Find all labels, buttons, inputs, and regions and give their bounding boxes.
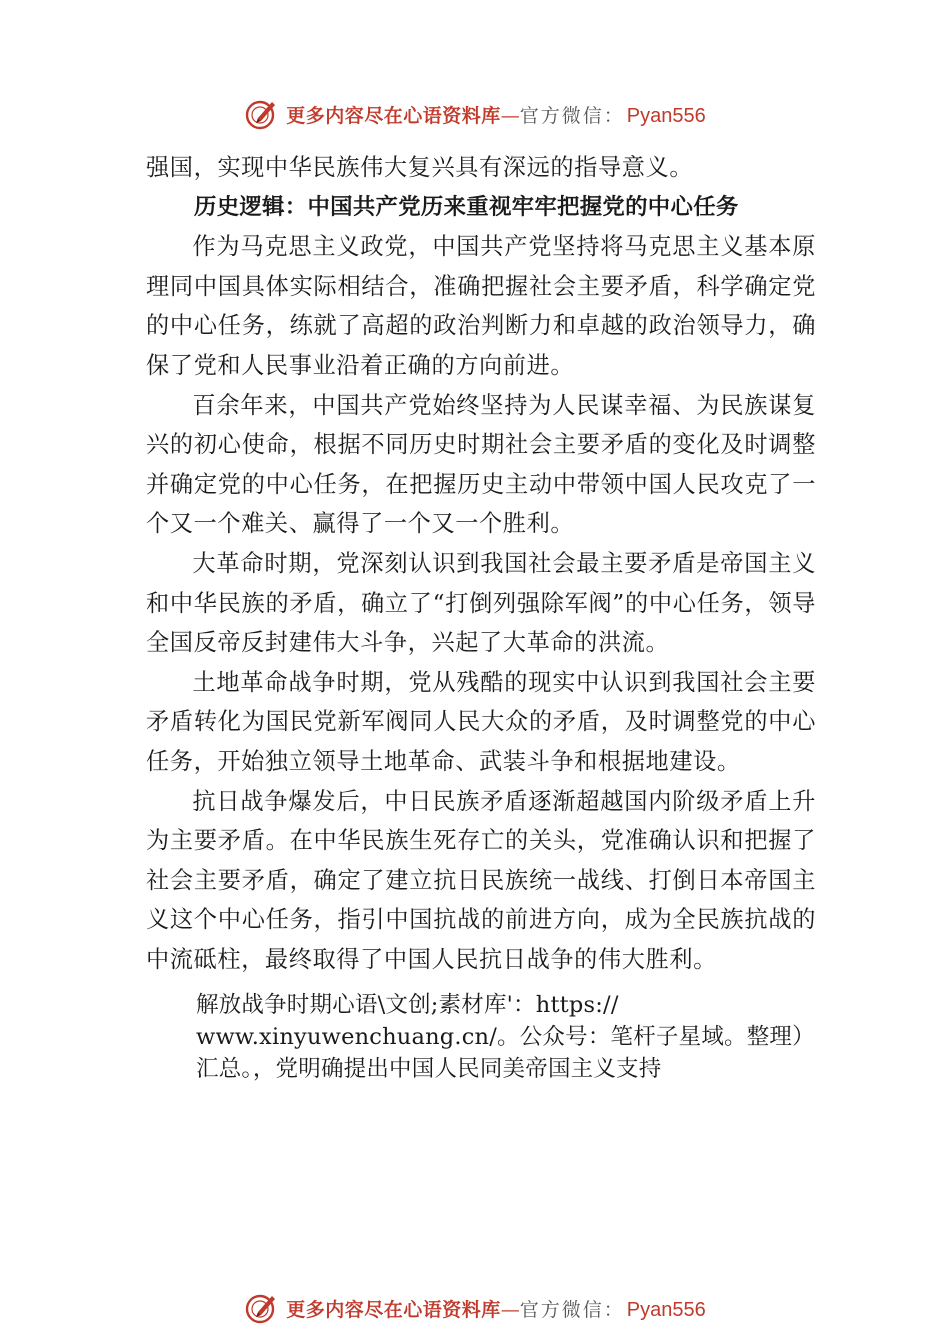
banner-text [286, 1295, 706, 1322]
watermark-text-block [146, 989, 816, 1085]
watermark-line-1: 解放战争时期心语\文创;素材库'：https:// [196, 992, 619, 1019]
banner-text [286, 101, 706, 128]
watermark-line-2: www.xinyuwenchuang.cn/。公众号：笔杆子星域。整理） [196, 1024, 815, 1051]
pen-logo-icon [244, 96, 280, 132]
footer-watermark-banner [0, 1288, 950, 1328]
banner-wechat-id: Pyan556 [626, 104, 706, 127]
paragraph-1: 作为马克思主义政党，中国共产党坚持将马克思主义基本原理同中国具体实际相结合，准确把握社会主要矛盾，科学确定党的中心任务，练就了高超的政治判断力和卓越的政治领导力，确保了党和人民事业沿着正确的方向前进。 [146, 233, 816, 379]
section-heading: 历史逻辑：中国共产党历来重视牢牢把握党的中心任务 [194, 193, 739, 220]
header-watermark-banner [0, 94, 950, 134]
banner-wechat-id: Pyan556 [626, 1298, 706, 1321]
banner-dash: — [500, 1298, 520, 1321]
banner-main-text: 更多内容尽在心语资料库 [286, 1298, 501, 1321]
banner-dash: — [500, 104, 520, 127]
watermark-line-3: 汇总。，党明确提出中国人民同美帝国主义支持 [196, 1056, 662, 1083]
banner-wechat-label: 官方微信： [519, 104, 625, 127]
paragraph-4: 土地革命战争时期，党从残酷的现实中认识到我国社会主要矛盾转化为国民党新军阀同人民大众的矛盾，及时调整党的中心任务，开始独立领导土地革命、武装斗争和根据地建设。 [146, 668, 816, 775]
pen-logo-icon [244, 1290, 280, 1326]
paragraph-5: 抗日战争爆发后，中日民族矛盾逐渐超越国内阶级矛盾上升为主要矛盾。在中华民族生死存亡的关头，党准确认识和把握了社会主要矛盾，确定了建立抗日民族统一战线、打倒日本帝国主义这个中心任务，指引中国抗战的前进方向，成为全民族抗战的中流砥柱，最终取得了中国人民抗日战争的伟大胜利。 [146, 787, 816, 973]
paragraph-continued: 强国，实现中华民族伟大复兴具有深远的指导意义。 [146, 154, 694, 181]
paragraph-3: 大革命时期，党深刻认识到我国社会最主要矛盾是帝国主义和中华民族的矛盾，确立了“打倒列强除军阀”的中心任务，领导全国反帝反封建伟大斗争，兴起了大革命的洪流。 [146, 549, 816, 657]
banner-main-text: 更多内容尽在心语资料库 [286, 104, 501, 127]
document-body [146, 148, 816, 1085]
paragraph-2: 百余年来，中国共产党始终坚持为人民谋幸福、为民族谋复兴的初心使命，根据不同历史时期社会主要矛盾的变化及时调整并确定党的中心任务，在把握历史主动中带领中国人民攻克了一个又一个难关、赢得了一个又一个胜利。 [146, 391, 816, 538]
banner-wechat-label: 官方微信： [519, 1298, 625, 1321]
